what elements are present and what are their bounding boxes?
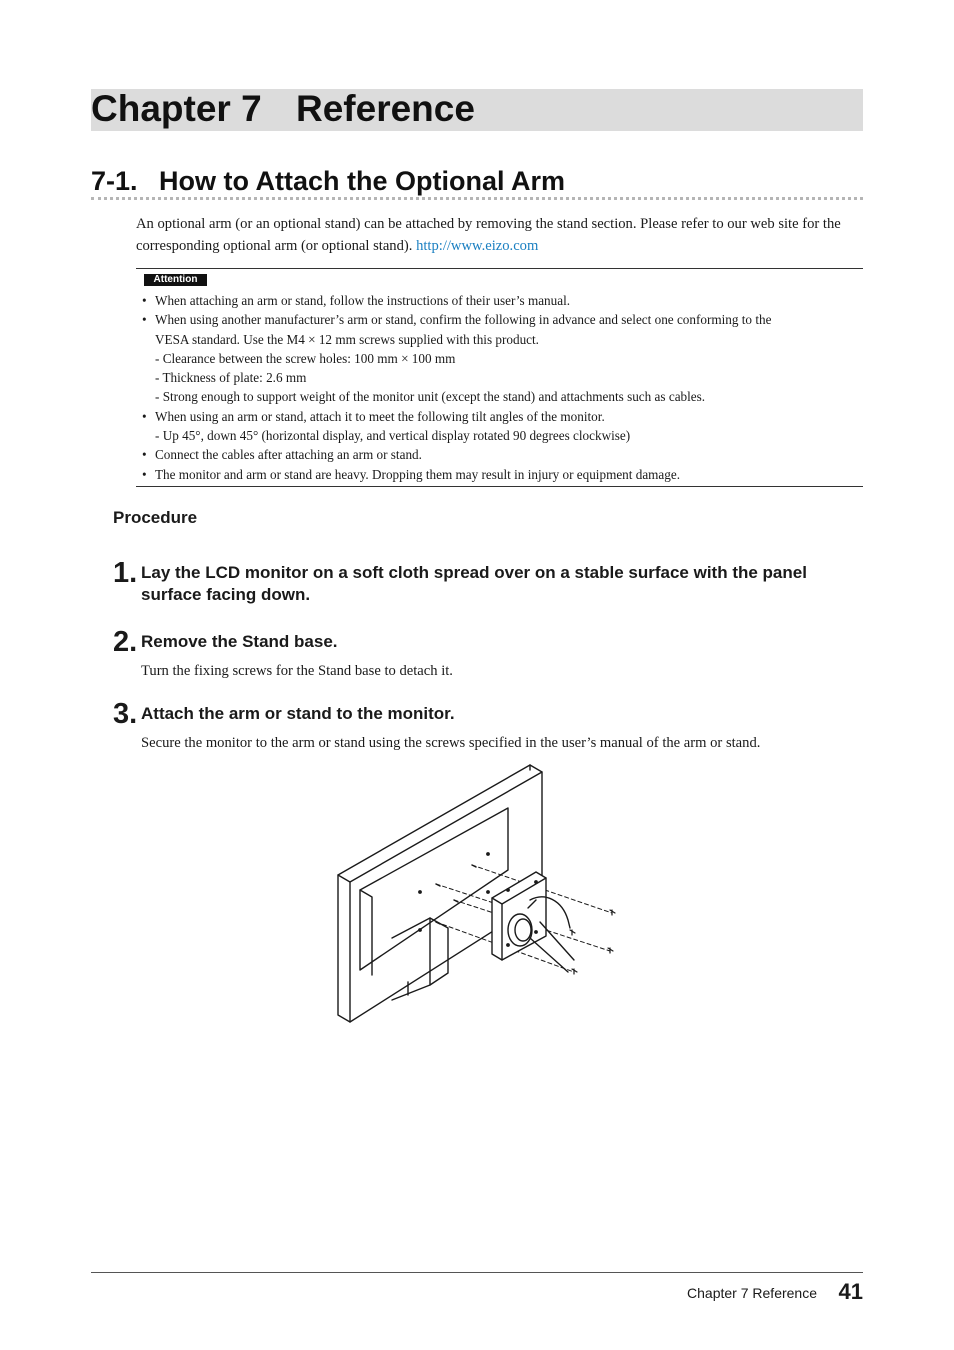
attention-line — [136, 349, 863, 368]
attention-badge: Attention — [144, 274, 207, 286]
section-name: How to Attach the Optional Arm — [159, 166, 565, 196]
attention-line — [136, 291, 863, 310]
bullet-icon: • — [142, 293, 147, 308]
footer-rule — [91, 1272, 863, 1273]
bullet-icon: • — [142, 447, 147, 463]
step-3-description: Secure the monitor to the arm or stand using the screws specified in the user’s manual of the arm or stand. — [141, 735, 761, 751]
attention-line-text: - Thickness of plate: 2.6 mm — [155, 370, 307, 386]
intro-text: An optional arm (or an optional stand) can be attached by removing the stand section. Please refer to our web site for the corresponding optional arm (or optional stand). — [136, 216, 841, 254]
bullet-icon: • — [142, 466, 147, 482]
bullet-icon: • — [142, 408, 147, 424]
step-3-title: Attach the arm or stand to the monitor. — [141, 704, 455, 723]
attention-line-text: When using another manufacturer’s arm or stand, confirm the following in advance and select one conforming to the — [155, 312, 772, 328]
attention-line-text: VESA standard. Use the M4 × 12 mm screws supplied with this product. — [155, 331, 539, 347]
attention-line — [136, 368, 863, 387]
attention-line-text: - Strong enough to support weight of the monitor unit (except the stand) and attachments such as cables. — [155, 389, 706, 405]
step-2-description: Turn the fixing screws for the Stand base to detach it. — [141, 663, 453, 679]
section-dotted-rule — [91, 197, 863, 200]
attention-list — [136, 291, 863, 484]
attention-line-text: When using an arm or stand, attach it to meet the following tilt angles of the monitor. — [155, 408, 605, 424]
attention-box — [136, 268, 863, 487]
chapter-number: Chapter 7 — [91, 88, 262, 129]
step-2-title: Remove the Stand base. — [141, 632, 338, 651]
step-1-title: Lay the LCD monitor on a soft cloth spread over on a stable surface with the panel surface facing down. — [141, 563, 807, 604]
bullet-icon: • — [142, 312, 147, 328]
attention-line — [136, 407, 863, 426]
attention-line — [136, 445, 863, 464]
attention-line — [136, 426, 863, 445]
eizo-website-link[interactable]: http://www.eizo.com — [416, 238, 539, 254]
attention-line-text: - Clearance between the screw holes: 100 mm × 100 mm — [155, 350, 456, 366]
step-1-number: 1. — [113, 557, 138, 589]
section-number: 7-1. — [91, 166, 138, 196]
page-number: 41 — [838, 1279, 863, 1304]
monitor-arm-attachment-illustration — [330, 760, 630, 1030]
footer-chapter-label: Chapter 7 Reference — [687, 1285, 817, 1301]
procedure-heading: Procedure — [113, 508, 198, 527]
step-2-number: 2. — [113, 626, 138, 658]
attention-line-text: The monitor and arm or stand are heavy. Dropping them may result in injury or equipment damage. — [155, 466, 681, 482]
chapter-title — [91, 88, 475, 130]
attention-line — [136, 465, 863, 484]
attention-line-text: When attaching an arm or stand, follow the instructions of their user’s manual. — [155, 293, 571, 308]
attention-line — [136, 387, 863, 406]
attention-line — [136, 310, 863, 329]
attention-line-text: - Up 45°, down 45° (horizontal display, and vertical display rotated 90 degrees clockwise) — [155, 428, 631, 444]
section-title — [91, 164, 565, 198]
attention-line — [136, 330, 863, 349]
chapter-name: Reference — [296, 88, 475, 129]
attention-line-text: Connect the cables after attaching an arm or stand. — [155, 447, 422, 463]
step-3-number: 3. — [113, 698, 138, 730]
intro-paragraph — [136, 213, 863, 257]
